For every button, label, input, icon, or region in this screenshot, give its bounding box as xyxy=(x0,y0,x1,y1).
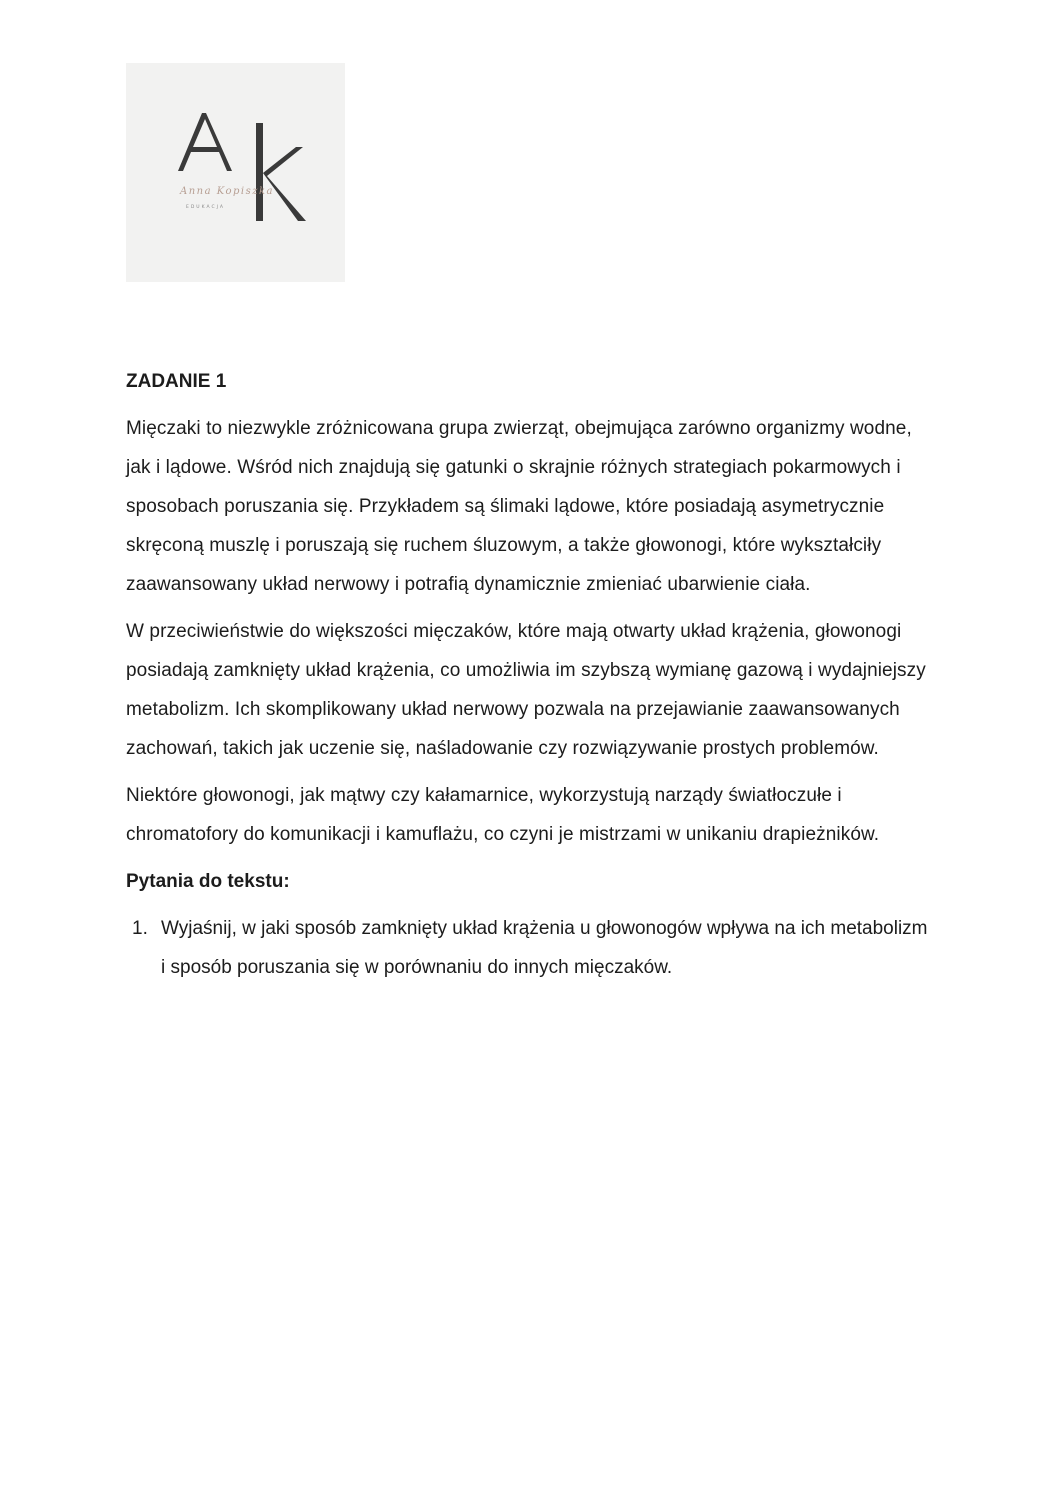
logo xyxy=(126,63,345,282)
task-paragraph: Mięczaki to niezwykle zróżnicowana grupa zwierząt, obejmująca zarówno organizmy wodne, jak i lądowe. Wśród nich znajdują się gatunki o skrajnie różnych strategiach pokarmowych i sposobach poruszania się. Przykładem są ślimaki lądowe, które posiadają asymetrycznie skręconą muszlę i poruszają się ruchem śluzowym, a także głowonogi, które wykształciły zaawansowany układ nerwowy i potrafią dynamicznie zmieniać ubarwienie ciała. xyxy=(126,418,912,595)
task-heading: ZADANIE 1 xyxy=(126,371,227,392)
question-number: 1. xyxy=(132,918,148,939)
logo-tagline: EDUKACJA xyxy=(186,205,225,210)
logo-letter-a xyxy=(178,113,232,171)
task-content xyxy=(126,362,936,987)
questions-heading: Pytania do tekstu: xyxy=(126,871,290,892)
question-text: Wyjaśnij, w jaki sposób zamknięty układ krążenia u głowonogów wpływa na ich metabolizm i sposób poruszania się w porównaniu do innych mięczaków. xyxy=(161,918,928,978)
task-paragraph: Niektóre głowonogi, jak mątwy czy kałamarnice, wykorzystują narządy światłoczułe i chromatofory do komunikacji i kamuflażu, co czyni je mistrzami w unikaniu drapieżników. xyxy=(126,785,880,845)
question-item xyxy=(126,909,936,987)
logo-script-name: Anna Kopiszka xyxy=(180,186,274,197)
question-list xyxy=(126,909,936,987)
task-paragraph: W przeciwieństwie do większości mięczaków, które mają otwarty układ krążenia, głowonogi posiadają zamknięty układ krążenia, co umożliwia im szybszą wymianę gazową i wydajniejszy metabolizm. Ich skomplikowany układ nerwowy pozwala na przejawianie zaawansowanych zachowań, takich jak uczenie się, naśladowanie czy rozwiązywanie prostych problemów. xyxy=(126,621,926,759)
logo-letter-k xyxy=(256,123,306,221)
logo-graphic xyxy=(126,63,345,282)
